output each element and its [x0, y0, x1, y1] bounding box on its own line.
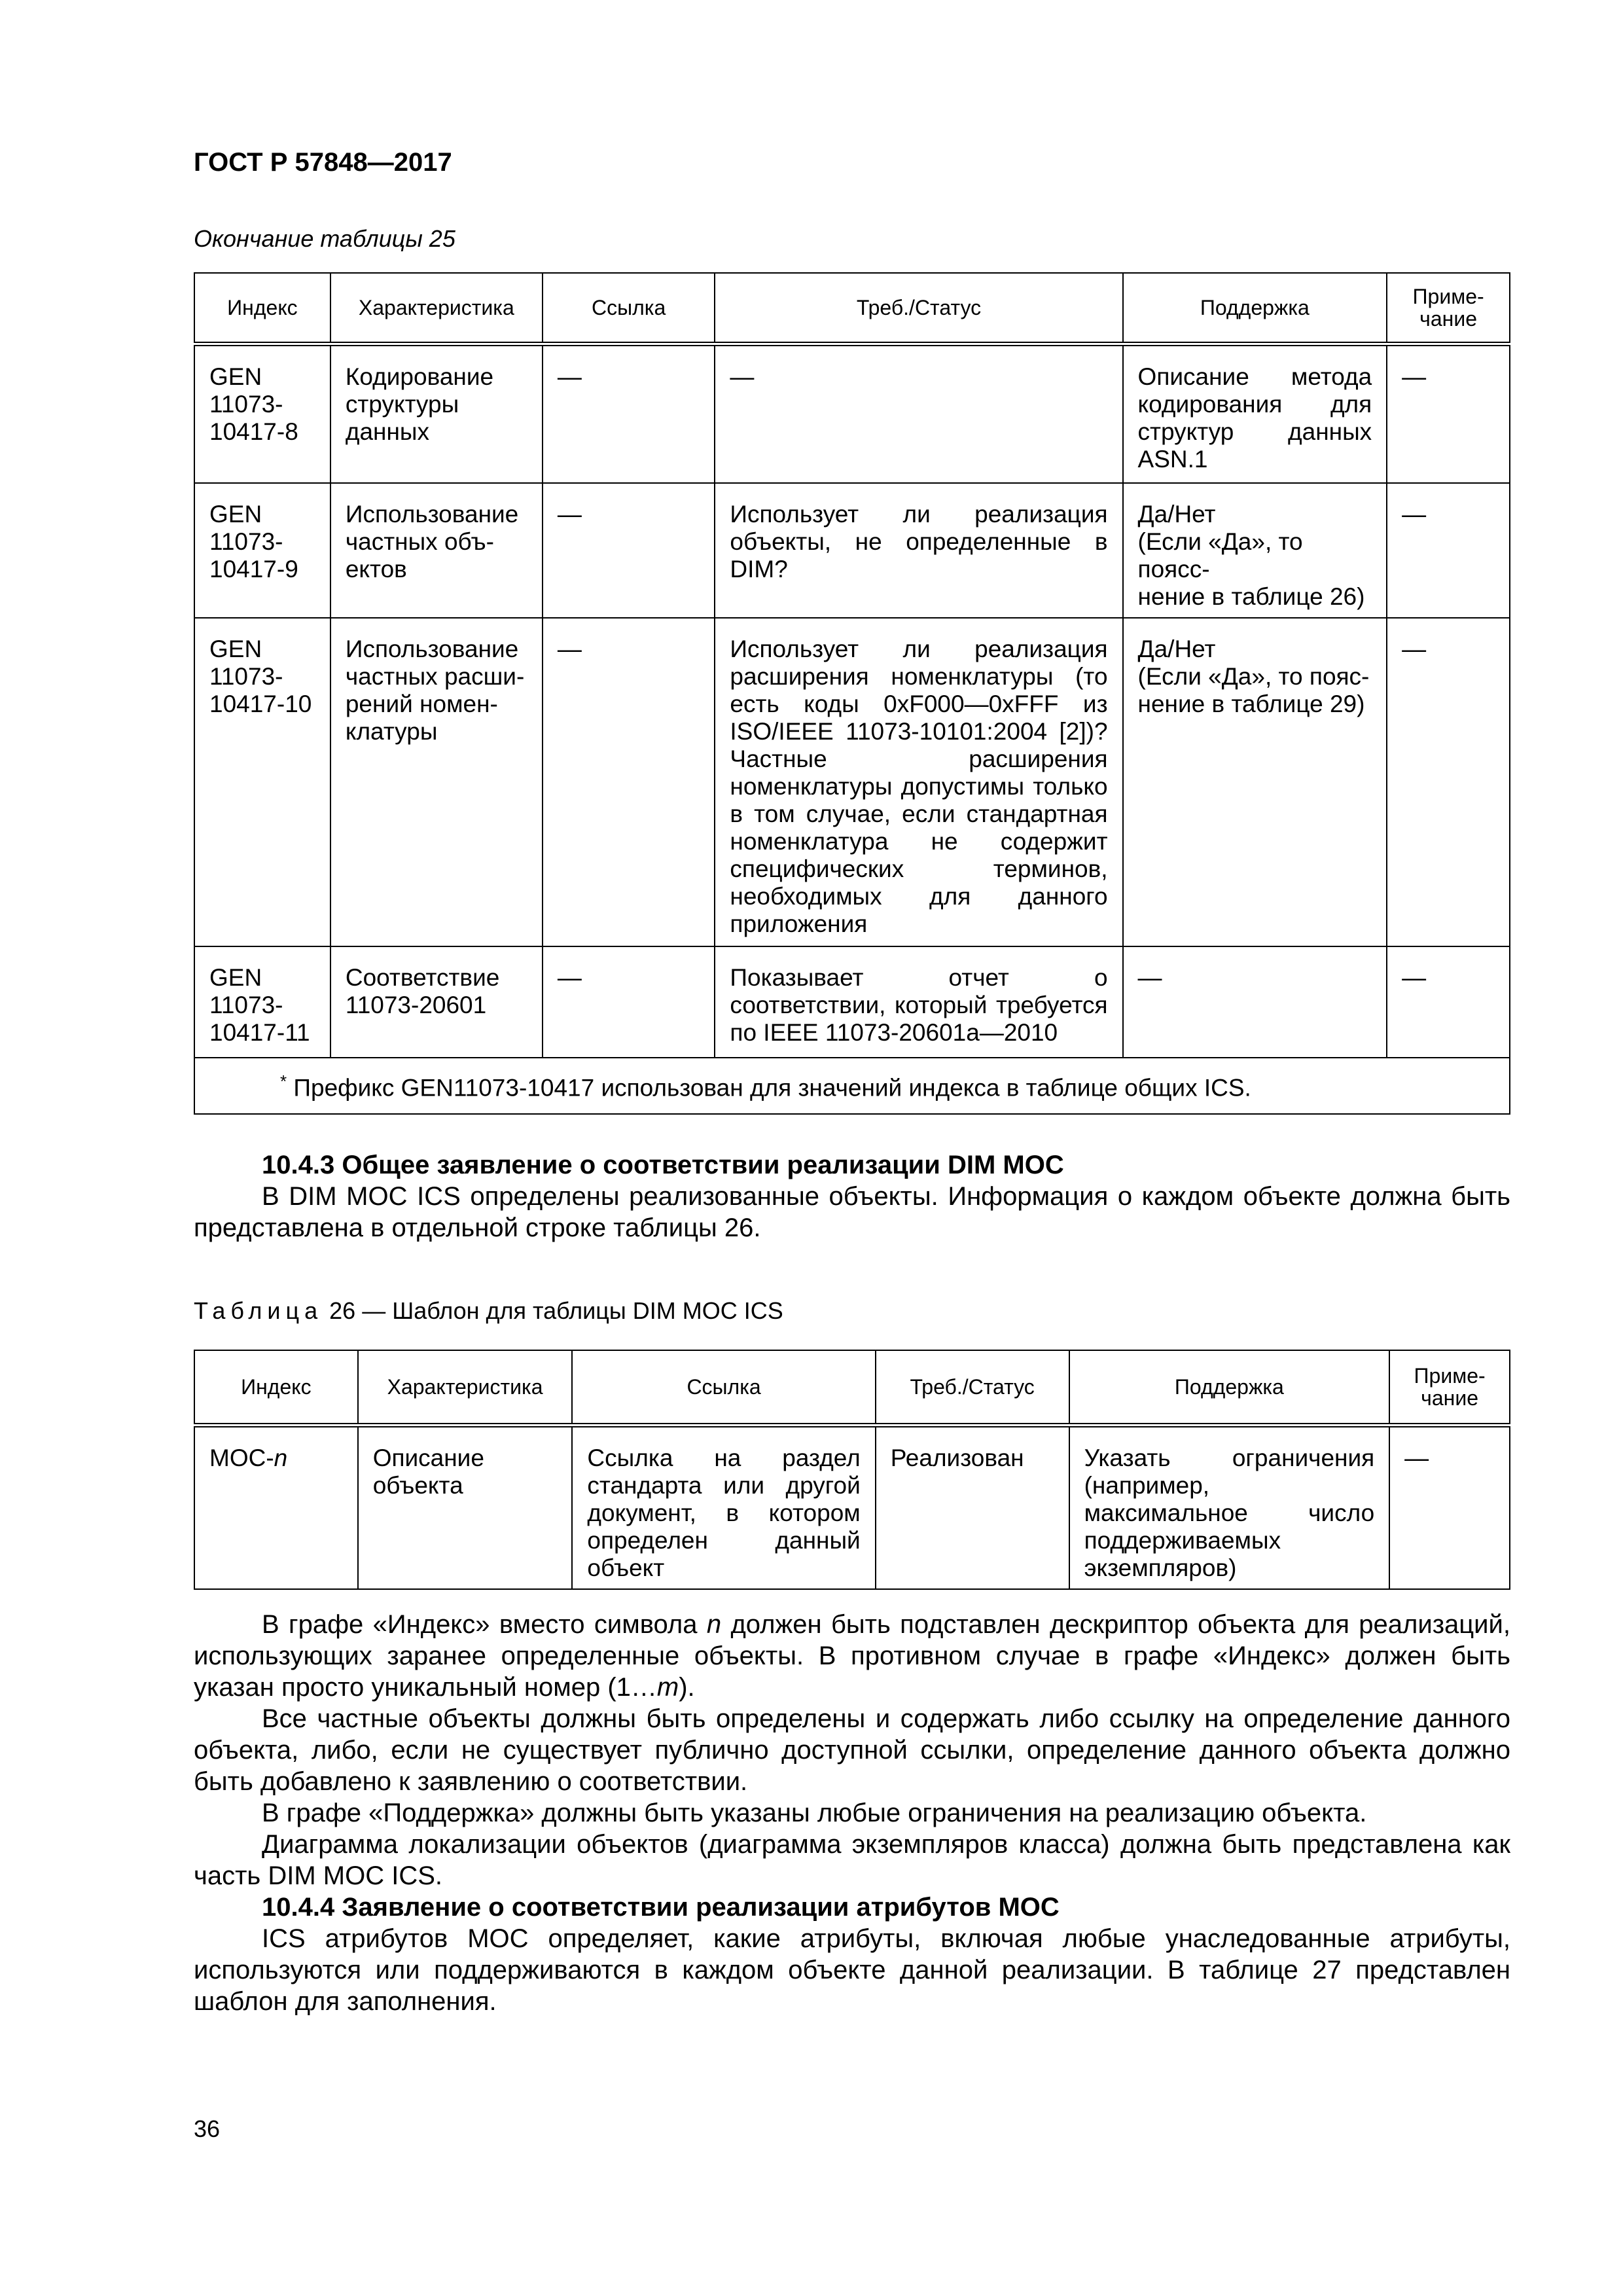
cell-support: Да/Нет (Если «Да», то пояс- нение в таблице 29)	[1123, 618, 1387, 946]
column-header: Ссылка	[543, 273, 715, 344]
table-row	[194, 483, 1510, 618]
cell-feature: Использование частных расши- рений номен- клатуры	[330, 618, 543, 946]
cell-status: Использует ли реализация расширения номенклатуры (то есть коды 0xF000—0xFFF из ISO/IEEE 11073-10101:2004 [2])? Частные расширения номенклатуры допустимы только в том случае, если стандартная номенклатура не содержит специфических терминов, необходимых для данного приложения	[715, 618, 1122, 946]
body-paragraphs	[194, 1609, 1510, 2017]
table25-caption: Окончание таблицы 25	[194, 225, 455, 252]
cell-note: —	[1389, 1426, 1510, 1590]
cell-feature: Использование частных объ- ектов	[330, 483, 543, 618]
cell-index: GEN 11073- 10417-9	[194, 483, 330, 618]
cell-note: —	[1387, 483, 1510, 618]
page-number: 36	[194, 2115, 221, 2142]
cell-status: —	[715, 344, 1122, 483]
cell-support: Да/Нет (Если «Да», то поясс- нение в таблице 26)	[1123, 483, 1387, 618]
index-prefix: MOC-	[209, 1444, 274, 1471]
paragraph: Диаграмма локализации объектов (диаграмма экземпляров класса) должна быть представлена как часть DIM MOC ICS.	[194, 1830, 1510, 1890]
cell-feature: Кодирование структуры данных	[330, 344, 543, 483]
section-heading: 10.4.4 Заявление о соответствии реализации атрибутов МОС	[262, 1893, 1060, 1922]
cell-ref: —	[543, 344, 715, 483]
cell-note: —	[1387, 946, 1510, 1058]
paragraph-text: должен быть подставлен дескриптор объекта для реализаций, использующих заранее определенные объекты. В противном случае в графе «Индекс» должен быть указан просто уникальный номер (1…	[194, 1610, 1510, 1702]
variable-m: m	[656, 1673, 679, 1702]
table-25	[194, 272, 1510, 1115]
table-row	[194, 344, 1510, 483]
column-header: Поддержка	[1069, 1350, 1390, 1426]
cell-ref: —	[543, 618, 715, 946]
document-id: ГОСТ Р 57848—2017	[194, 148, 452, 177]
index-variable: n	[274, 1444, 288, 1471]
column-header: Индекс	[194, 1350, 358, 1426]
table-footnote-row	[194, 1058, 1510, 1114]
footnote-text: Префикс GEN11073-10417 использован для значений индекса в таблице общих ICS.	[287, 1073, 1251, 1101]
column-header: Приме- чание	[1387, 273, 1510, 344]
paragraph: В DIM MOC ICS определены реализованные объекты. Информация о каждом объекте должна быть представлена в отдельной строке таблицы 26.	[194, 1182, 1510, 1242]
table-header-row	[194, 273, 1510, 344]
cell-support: Указать ограничения (например, максимальное число поддерживаемых экземпляров)	[1069, 1426, 1390, 1590]
column-header: Треб./Статус	[876, 1350, 1069, 1426]
paragraph-text: В графе «Индекс» вместо символа	[262, 1610, 707, 1639]
section-10-4-3	[194, 1149, 1510, 1244]
cell-support: Описание метода кодирования для структур данных ASN.1	[1123, 344, 1387, 483]
cell-status: Показывает отчет о соответствии, который требуется по IEEE 11073-20601a—2010	[715, 946, 1122, 1058]
cell-status: Использует ли реализация объекты, не определенные в DIM?	[715, 483, 1122, 618]
column-header: Приме- чание	[1389, 1350, 1510, 1426]
table-26	[194, 1350, 1510, 1590]
column-header: Индекс	[194, 273, 330, 344]
paragraph	[194, 1609, 1510, 1703]
column-header: Треб./Статус	[715, 273, 1122, 344]
cell-ref: —	[543, 483, 715, 618]
cell-feature: Соответствие 11073-20601	[330, 946, 543, 1058]
cell-note: —	[1387, 618, 1510, 946]
table-footnote	[194, 1058, 1510, 1114]
column-header: Характеристика	[330, 273, 543, 344]
cell-index: GEN 11073- 10417-10	[194, 618, 330, 946]
table-header-row	[194, 1350, 1510, 1426]
column-header: Характеристика	[358, 1350, 573, 1426]
table-caption-text: 26 — Шаблон для таблицы DIM MOC ICS	[323, 1297, 783, 1324]
paragraph: ICS атрибутов МОС определяет, какие атрибуты, включая любые унаследованные атрибуты, используются или поддерживаются в каждом объекте данной реализации. В таблице 27 представлен шаблон для заполнения.	[194, 1924, 1510, 2016]
cell-index: GEN 11073- 10417-11	[194, 946, 330, 1058]
variable-n: n	[706, 1610, 722, 1639]
cell-ref: —	[543, 946, 715, 1058]
section-heading: 10.4.3 Общее заявление о соответствии реализации DIM MOC	[262, 1151, 1064, 1179]
table26-caption	[194, 1297, 783, 1325]
cell-feature: Описание объекта	[358, 1426, 573, 1590]
paragraph: В графе «Поддержка» должны быть указаны любые ограничения на реализацию объекта.	[262, 1799, 1367, 1827]
table-row	[194, 618, 1510, 946]
cell-support: —	[1123, 946, 1387, 1058]
table-row	[194, 1426, 1510, 1590]
paragraph: Все частные объекты должны быть определены и содержать либо ссылку на определение данного объекта, либо, если не существует публично доступной ссылки, определение данного объекта должно быть добавлено к заявлению о соответствии.	[194, 1704, 1510, 1796]
table-row	[194, 946, 1510, 1058]
cell-status: Реализован	[876, 1426, 1069, 1590]
cell-note: —	[1387, 344, 1510, 483]
cell-ref: Ссылка на раздел стандарта или другой документ, в котором определен данный объект	[572, 1426, 875, 1590]
cell-index	[194, 1426, 358, 1590]
table-caption-word: Таблица	[194, 1297, 323, 1324]
footnote-mark: *	[280, 1071, 287, 1091]
paragraph-text: ).	[679, 1673, 695, 1702]
cell-index: GEN 11073- 10417-8	[194, 344, 330, 483]
column-header: Ссылка	[572, 1350, 875, 1426]
column-header: Поддержка	[1123, 273, 1387, 344]
